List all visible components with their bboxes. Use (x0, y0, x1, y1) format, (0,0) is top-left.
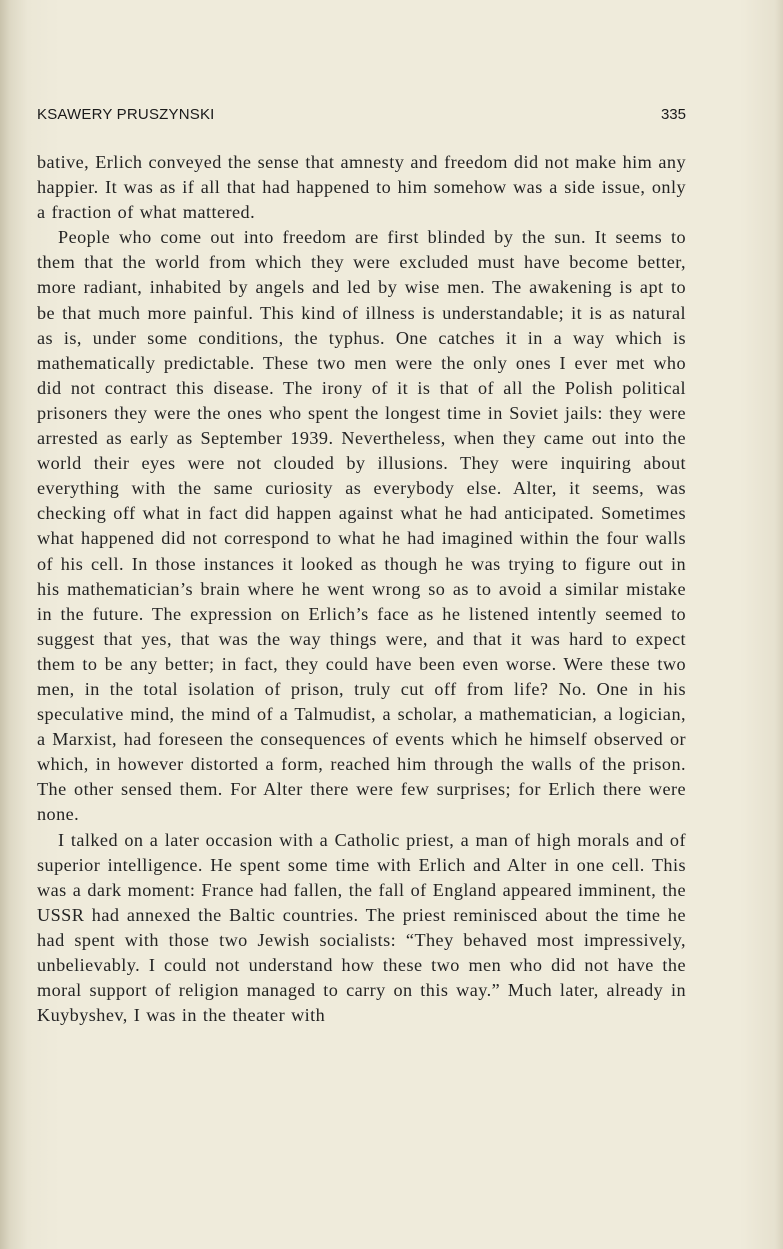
paragraph: I talked on a later occasion with a Catholic priest, a man of high morals and of superior intelligence. He spent some time with Erlich and Alter in one cell. This was a dark moment: France had fallen, the fall of England appeared imminent, the USSR had annexed the Baltic countries. The priest reminisced about the time he had spent with those two Jewish socialists: “They behaved most impressively, unbelievably. I could not understand how these two men who did not have the moral support of religion managed to carry on this way.” Much later, already in Kuybyshev, I was in the theater with (37, 829, 686, 1026)
body-text (37, 150, 686, 1028)
paragraph-continued: bative, Erlich conveyed the sense that amnesty and freedom did not make him any happier. It was as if all that had happened to him somehow was a side issue, only a fraction of what mattered. (37, 152, 686, 223)
page-number: 335 (660, 105, 686, 123)
running-head (37, 103, 686, 125)
running-head-author: KSAWERY PRUSZYNSKI (37, 105, 215, 123)
paragraph: People who come out into freedom are first blinded by the sun. It seems to them that the world from which they were excluded must have become better, more radiant, inhabited by angels and led by wise men. The awakening is apt to be that much more painful. This kind of illness is understandable; it is as natural as is, under some conditions, the typhus. One catches it in a way which is mathematically predictable. These two men were the only ones I ever met who did not contract this disease. The irony of it is that of all the Polish political prisoners they were the ones who spent the longest time in Soviet jails: they were arrested as early as September 1939. Nevertheless, when they came out into the world their eyes were not clouded by illusions. They were inquiring about everything with the same curiosity as everybody else. Alter, it seems, was checking off what in fact did happen against what he had anticipated. Sometimes what happened did not correspond to what he had imagined within the four walls of his cell. In those instances it looked as though he was trying to figure out in his mathematician’s brain where he went wrong so as to avoid a similar mistake in the future. The expression on Erlich’s face as he listened intently seemed to suggest that yes, that was the way things were, and that it was hard to expect them to be any better; in fact, they could have been even worse. Were these two men, in the total isolation of prison, truly cut off from life? No. One in his speculative mind, the mind of a Talmudist, a scholar, a mathematician, a logician, a Marxist, had foreseen the consequences of events which he himself observed or which, in however distorted a form, reached him through the walls of the prison. The other sensed them. For Alter there were few surprises; for Erlich there were none. (37, 227, 686, 825)
